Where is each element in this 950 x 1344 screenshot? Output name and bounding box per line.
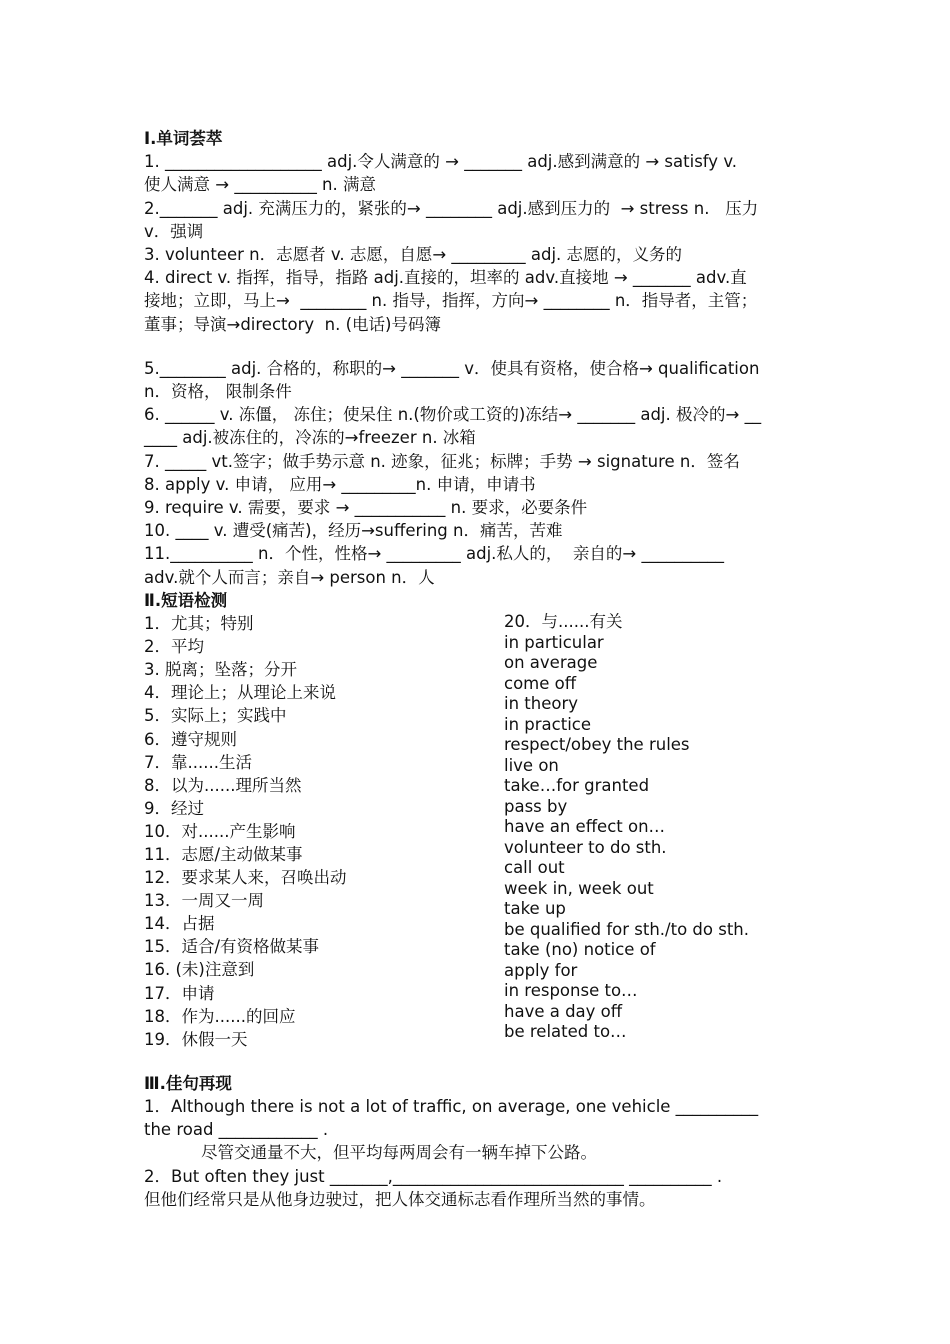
phrase-english-list [504,612,809,1051]
worksheet [144,127,809,1211]
vocab-line: v．强调 [144,221,204,241]
list-item: 17．申请 [144,983,215,1003]
vocab-line: 5.________ adj. 合格的，称职的→ _______ v．使具有资格，使合格→ qualification [144,358,760,378]
section3-heading: Ⅲ.佳句再现 [144,1073,232,1093]
list-item: be qualified for sth./to do sth. [504,919,749,939]
sentence-translation: 但他们经常只是从他身边驶过，把人体交通标志看作理所当然的事情。 [144,1189,656,1209]
list-item: 3. 脱离；坠落；分开 [144,660,297,680]
list-item: 20．与......有关 [504,612,623,632]
list-item: come off [504,673,577,693]
list-item: respect/obey the rules [504,735,690,755]
vocab-line: 10. ____ v. 遭受(痛苦)，经历→suffering n．痛苦，苦难 [144,521,563,541]
section2-heading: Ⅱ.短语检测 [144,590,228,610]
vocab-line: 1. ___________________ adj.令人满意的 → _______ adj.感到满意的 → satisfy v. [144,152,738,172]
vocab-line: 3. volunteer n．志愿者 v. 志愿，自愿→ _________ adj. 志愿的，义务的 [144,245,683,265]
list-item: take…for granted [504,776,650,796]
list-item: 18．作为......的回应 [144,1006,296,1026]
vocab-line: 11.__________ n．个性，性格→ _________ adj.私人的， 亲自的→ __________ [144,544,724,564]
list-item: 11．志愿/主动做某事 [144,845,303,864]
vocab-line: 9. require v. 需要，要求 → ___________ n. 要求，必要条件 [144,498,588,518]
sentence-line: 1．Although there is not a lot of traffic, on average, one vehicle __________ [144,1097,759,1117]
vocab-line: adv.就个人而言；亲自→ person n．人 [144,567,435,587]
list-item: take up [504,899,566,919]
list-item: 13．一周又一周 [144,891,264,911]
list-item: take (no) notice of [504,940,656,960]
vocab-line: 2._______ adj. 充满压力的，紧张的→ ________ adj.感到压力的 → stress n. 压力 [144,198,759,218]
list-item: 19．休假一天 [144,1029,248,1049]
list-item: apply for [504,960,578,980]
list-item: call out [504,858,565,878]
list-item: 15．适合/有资格做某事 [144,937,320,957]
sentence-line: the road ____________ . [144,1120,329,1140]
sentence-translation: 尽管交通量不大，但平均每两周会有一辆车掉下公路。 [201,1143,597,1163]
vocab-line: 使人满意 → __________ n. 满意 [144,175,377,195]
list-item: 5．实际上；实践中 [144,706,287,726]
list-item: in theory [504,694,579,714]
list-item: 14．占据 [144,914,215,934]
list-item: 8．以为......理所当然 [144,775,302,795]
phrase-columns [144,612,809,1051]
sentence-line: 2．But often they just _______,____________________________ __________ . [144,1166,723,1186]
list-item: pass by [504,796,568,816]
list-item: volunteer to do sth. [504,837,667,857]
list-item: 2．平均 [144,637,204,657]
vocab-line: ____ adj.被冻住的，冷冻的→freezer n. 冰箱 [144,428,476,448]
vocab-line: 接地；立即，马上→ ________ n. 指导，指挥，方向→ ________ n．指导者，主管； [144,291,758,311]
list-item: 10．对......产生影响 [144,821,296,841]
spacer [144,336,809,357]
vocab-line: 4. direct v. 指挥，指导，指路 adj.直接的，坦率的 adv.直接地 → _______ adv.直 [144,268,747,288]
list-item: be related to… [504,1022,627,1042]
list-item: 12．要求某人来，召唤出动 [144,868,347,888]
phrase-chinese-list [144,612,504,1051]
vocab-line: 8. apply v. 申请， 应用→ _________n. 申请，申请书 [144,474,536,494]
vocab-line: 7. _____ vt.签字；做手势示意 n. 迹象，征兆；标牌；手势 → signature n．签名 [144,451,740,471]
list-item: on average [504,653,598,673]
list-item: have a day off [504,1001,623,1021]
vocab-line: n．资格， 限制条件 [144,382,292,402]
list-item: in practice [504,714,592,734]
vocab-line: 6. ______ v. 冻僵， 冻住；使呆住 n.(物价或工资的)冻结→ _______ adj. 极冷的→ __ [144,405,762,425]
vocab-line: 董事；导演→directory n. (电话)号码簿 [144,314,441,334]
list-item: week in, week out [504,878,654,898]
list-item: 7．靠......生活 [144,752,252,772]
list-item: 6．遵守规则 [144,729,237,749]
list-item: 9．经过 [144,798,204,818]
list-item: 1．尤其；特别 [144,614,254,634]
list-item: in particular [504,632,604,652]
list-item: 16. (未)注意到 [144,960,255,980]
section1-heading: Ⅰ.单词荟萃 [144,129,223,148]
list-item: live on [504,755,559,775]
list-item: have an effect on… [504,817,666,837]
spacer [144,1051,809,1072]
list-item: in response to… [504,981,638,1001]
list-item: 4．理论上；从理论上来说 [144,683,336,703]
